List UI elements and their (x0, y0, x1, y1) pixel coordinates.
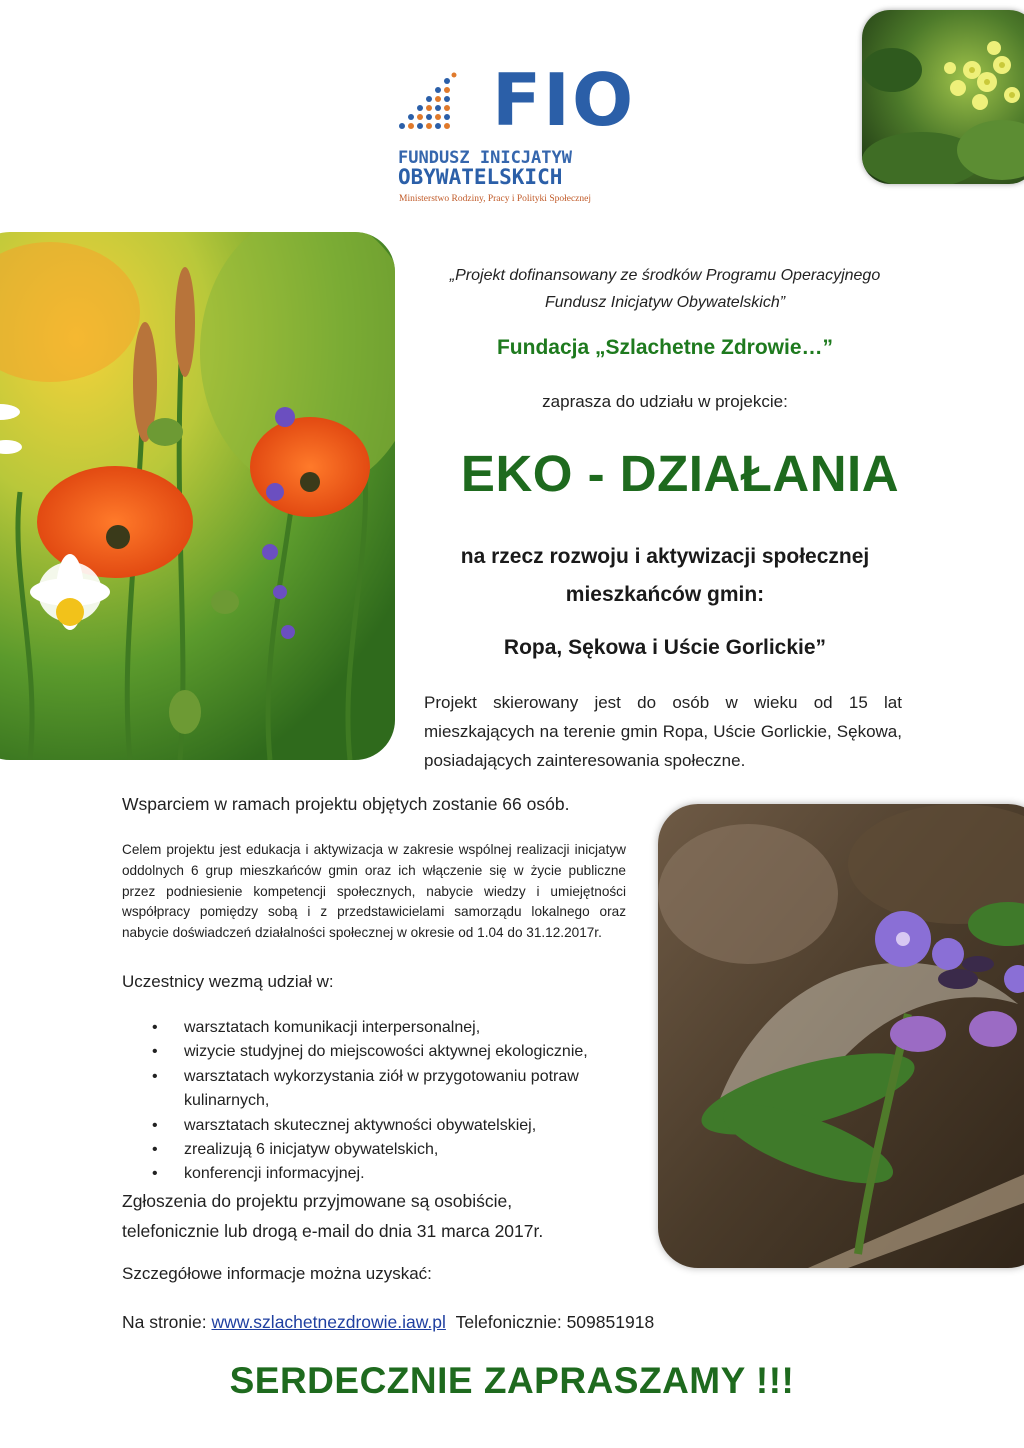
foundation-name: Fundacja „Szlachetne Zdrowie…” (496, 336, 834, 359)
phone-number: 509851918 (566, 1312, 655, 1332)
municipalities: Ropa, Sękowa i Uście Gorlickie” (503, 636, 827, 659)
closing-invitation: SERDECZNIE ZAPRASZAMY !!! (229, 1360, 795, 1401)
project-title: EKO - DZIAŁANIA (460, 445, 900, 502)
project-subtitle-line1: na rzecz rozwoju i aktywizacji społecznej (460, 545, 870, 568)
fio-logo-name-line2: OBYWATELSKICH (398, 165, 563, 189)
project-goal-paragraph: Celem projektu jest edukacja i aktywizacja w zakresie wspólnej realizacji inicjatyw oddolnych 6 grup mieszkańców gmin oraz ich włączenie się w życie publiczne przez podniesienie kompetencji społecznych, nabycie wiedzy i umiejętności współpracy pomiędzy sobą i z przedstawicielami samorządu lokalnego oraz nabycie doświadczeń działalności społecznej w okresie od 1.04 do 31.12.2017r. (122, 842, 626, 941)
fio-logo-ministry: Ministerstwo Rodziny, Pracy i Polityki Społecznej (399, 194, 592, 204)
website-label: Na stronie: (122, 1312, 207, 1332)
bullet-icon: • (152, 1165, 158, 1183)
bullet-icon: • (152, 1067, 158, 1085)
activities-list (122, 1016, 642, 1187)
project-subtitle (420, 538, 910, 614)
applications-line1: Zgłoszenia do projektu przyjmowane są osobiście, (122, 1191, 513, 1211)
bullet-icon: • (152, 1019, 158, 1036)
funding-note-line2: Fundusz Inicjatyw Obywatelskich” (544, 294, 786, 311)
participation-heading: Uczestnicy wezmą udział w: (122, 972, 334, 991)
lungwort-flowers-photo (658, 804, 1024, 1268)
list-item: • warsztatach wykorzystania ziół w przygotowaniu potraw kulinarnych, (122, 1065, 642, 1114)
phone-label: Telefonicznie: (455, 1312, 562, 1332)
funding-note (420, 262, 910, 316)
fio-logo-acronym: FIO (492, 58, 636, 142)
bullet-icon: • (152, 1141, 158, 1159)
applications-line2: telefonicznie lub drogą e-mail do dnia 31 marca 2017r. (122, 1221, 544, 1241)
details-heading: Szczegółowe informacje można uzyskać: (122, 1264, 432, 1283)
primrose-photo (862, 10, 1024, 184)
list-item: • wizycie studyjnej do miejscowości aktywnej ekologicznie, (122, 1040, 642, 1064)
support-count: Wsparciem w ramach projektu objętych zostanie 66 osób. (122, 794, 570, 814)
invitation-text: zaprasza do udziału w projekcie: (542, 392, 788, 411)
list-item: • zrealizują 6 inicjatyw obywatelskich, (122, 1138, 642, 1162)
funding-note-line1: „Projekt dofinansowany ze środków Programu Operacyjnego (449, 267, 881, 284)
fio-logo-dots (398, 72, 458, 132)
website-link[interactable]: www.szlachetnezdrowie.iaw.pl (211, 1312, 446, 1332)
bullet-icon: • (152, 1043, 158, 1061)
fio-logo-name-line1: FUNDUSZ INICJATYW (398, 148, 572, 168)
meadow-flowers-photo (0, 232, 395, 760)
list-item: • warsztatach skutecznej aktywności obywatelskiej, (122, 1114, 642, 1138)
project-subtitle-line2: mieszkańców gmin: (565, 583, 765, 606)
contact-line (122, 1312, 762, 1333)
bullet-icon: • (152, 1116, 158, 1134)
list-item: • warsztatach komunikacji interpersonalnej, (122, 1016, 642, 1040)
target-group-paragraph: Projekt skierowany jest do osób w wieku od 15 lat mieszkających na terenie gmin Ropa, Uście Gorlickie, Sękowa, posiadających zainteresowania społeczne. (424, 693, 902, 770)
list-item: • konferencji informacyjnej. (122, 1162, 642, 1186)
applications-info (122, 1186, 642, 1246)
